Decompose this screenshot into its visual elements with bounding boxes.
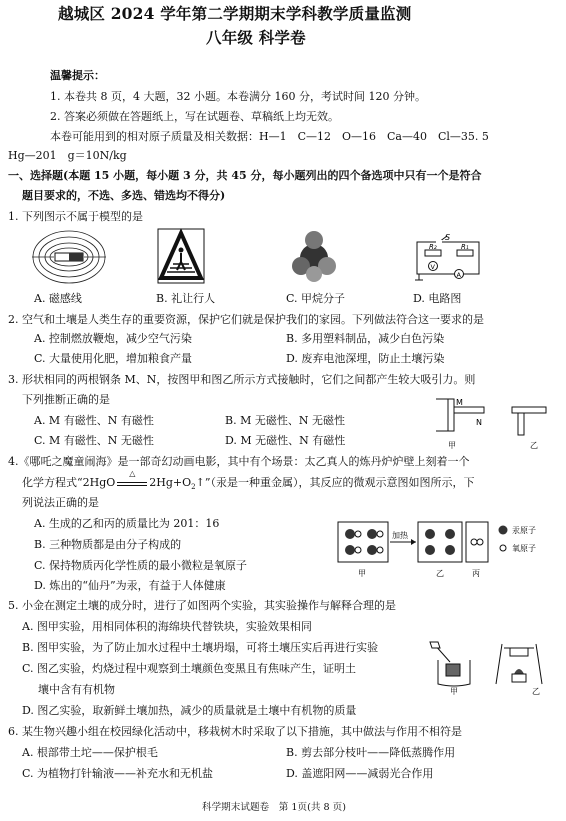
heat-symbol: △	[129, 469, 136, 478]
q5-option-d: D. 图乙实验，取新鲜土壤加热，减少的质量就是土壤中有机物的质量	[22, 704, 357, 717]
q4-stem-1: 4.《哪吒之魔童闹海》是一部奇幻动画电影，其中有个场景：太乙真人的炼丹炉炉壁上刻着一个	[8, 455, 470, 468]
switch-label: S	[445, 233, 451, 242]
equation-reactant: 化学方程式“2HgO	[22, 476, 116, 489]
q2-option-c: C. 大量使用化肥，增加粮食产量	[34, 352, 193, 365]
q1-option-d: D. 电路图	[413, 292, 462, 305]
tips-line-2: 2. 答案必须做在答题纸上，写在试题卷、草稿纸上均无效。	[50, 110, 339, 123]
tips-line-1: 1. 本卷共 8 页，4 大题，32 小题。本卷满分 160 分，考试时间 120 分钟。	[50, 90, 426, 103]
equation-products: 2Hg+O	[149, 476, 192, 489]
q5-option-a: A. 图甲实验，用相同体积的海绵块代替铁块，实验效果相同	[22, 620, 312, 633]
methane-molecule-figure	[291, 230, 337, 284]
q1-option-b: B. 礼让行人	[156, 292, 216, 305]
q4-option-b: B. 三种物质都是由分子构成的	[34, 538, 182, 551]
magnetic-field-figure	[30, 228, 108, 286]
fig-yi-label: 乙	[532, 687, 540, 696]
q6-option-b: B. 剪去部分枝叶——降低蒸腾作用	[286, 746, 456, 759]
soil-experiment-figure	[424, 640, 558, 696]
q2-option-d: D. 废弃电池深埋，防止土壤污染	[286, 352, 445, 365]
q4-option-c: C. 保持物质丙化学性质的最小微粒是氧原子	[34, 559, 248, 572]
steel-bars-figure	[434, 393, 552, 453]
fig-jia-label: 甲	[358, 569, 366, 578]
fig-yi-label: 乙	[436, 569, 444, 578]
section-heading-line-1: 一、选择题(本题 15 小题，每小题 3 分，共 45 分，每小题列出的四个备选项中只有一个是符合	[8, 169, 482, 182]
voltmeter-label: V	[430, 263, 435, 271]
q4-stem-3: 列说法正确的是	[22, 496, 99, 509]
q3-stem-1: 3. 形状相同的两根钢条 M、N，按图甲和图乙所示方式接触时，它们之间都产生较大吸引力。则	[8, 373, 476, 386]
resistor-r1-label: R₁	[461, 243, 469, 251]
q4-option-d: D. 炼出的“仙丹”为汞，有益于人体健康	[34, 579, 226, 592]
q1-option-a: A. 磁感线	[34, 292, 82, 305]
q5-option-c-1: C. 图乙实验，灼烧过程中观察到土壤颜色变黑且有焦味产生，证明土	[22, 662, 357, 675]
q4-stem-2	[22, 469, 475, 492]
fig-jia-label: 甲	[450, 687, 458, 696]
resistor-r2-label: R₂	[429, 243, 437, 251]
page-footer: 科学期末试题卷 第 1页(共 8 页)	[202, 802, 346, 813]
heat-label: 加热	[392, 531, 408, 540]
bar-n-label: N	[476, 418, 482, 427]
q5-option-b: B. 图甲实验，为了防止加水过程中土壤坍塌，可将土壤压实后再进行实验	[22, 641, 379, 654]
fig-yi-label: 乙	[530, 441, 538, 450]
q3-option-b: B. M 无磁性、N 无磁性	[225, 414, 345, 427]
q5-option-c-2: 壤中含有有机物	[38, 683, 115, 696]
q1-option-c: C. 甲烷分子	[286, 292, 346, 305]
q6-option-c: C. 为植物打针输液——补充水和无机盐	[22, 767, 214, 780]
q4-option-a: A. 生成的乙和丙的质量比为 201：16	[34, 517, 220, 530]
q3-stem-2: 下列推断正确的是	[22, 393, 110, 406]
tips-line-4: Hg—201 g＝10N/kg	[8, 149, 127, 162]
ammeter-label: A	[456, 271, 461, 279]
q2-stem: 2. 空气和土壤是人类生存的重要资源，保护它们就是保护我们的家园。下列做法符合这一要求的是	[8, 313, 484, 326]
bar-m-label: M	[456, 398, 463, 407]
pedestrian-sign-figure	[157, 228, 205, 284]
q1-stem: 1. 下列图示不属于模型的是	[8, 210, 143, 223]
q2-option-b: B. 多用塑料制品，减少白色污染	[286, 332, 445, 345]
circuit-diagram-figure	[411, 232, 487, 286]
q6-option-a: A. 根部带土坨——保护根毛	[22, 746, 158, 759]
q3-option-c: C. M 有磁性、N 无磁性	[34, 434, 154, 447]
fig-jia-label: 甲	[448, 441, 456, 450]
legend-o: 氧原子	[512, 544, 536, 553]
tips-heading: 温馨提示：	[50, 69, 105, 82]
o2-subscript: 2	[191, 483, 196, 492]
page-subtitle: 八年级 科学卷	[206, 28, 306, 47]
reaction-micro-diagram	[336, 518, 558, 582]
section-heading-line-2: 题目要求的，不选、多选、错选均不得分)	[22, 189, 226, 202]
q6-option-d: D. 盖遮阳网——减弱光合作用	[286, 767, 434, 780]
page-title: 越城区 2024 学年第二学期期末学科教学质量监测	[58, 4, 412, 23]
equation-equals-sign	[117, 482, 147, 486]
q6-stem: 6. 某生物兴趣小组在校园绿化活动中，移栽树木时采取了以下措施，其中做法与作用不相符是	[8, 725, 462, 738]
q3-option-a: A. M 有磁性、N 有磁性	[34, 414, 154, 427]
q2-option-a: A. 控制燃放鞭炮，减少空气污染	[34, 332, 192, 345]
q3-option-d: D. M 无磁性、N 有磁性	[225, 434, 346, 447]
fig-bing-label: 丙	[472, 569, 480, 578]
legend-hg: 汞原子	[512, 526, 536, 535]
q5-stem: 5. 小金在测定土壤的成分时，进行了如图两个实验，其实验操作与解释合理的是	[8, 599, 396, 612]
equation-tail: ↑”（汞是一种重金属），其反应的微观示意图如图所示，下	[195, 476, 475, 489]
tips-line-3: 本卷可能用到的相对原子质量及相关数据：H—1 C—12 O—16 Ca—40 Cl—35. 5	[50, 130, 489, 143]
